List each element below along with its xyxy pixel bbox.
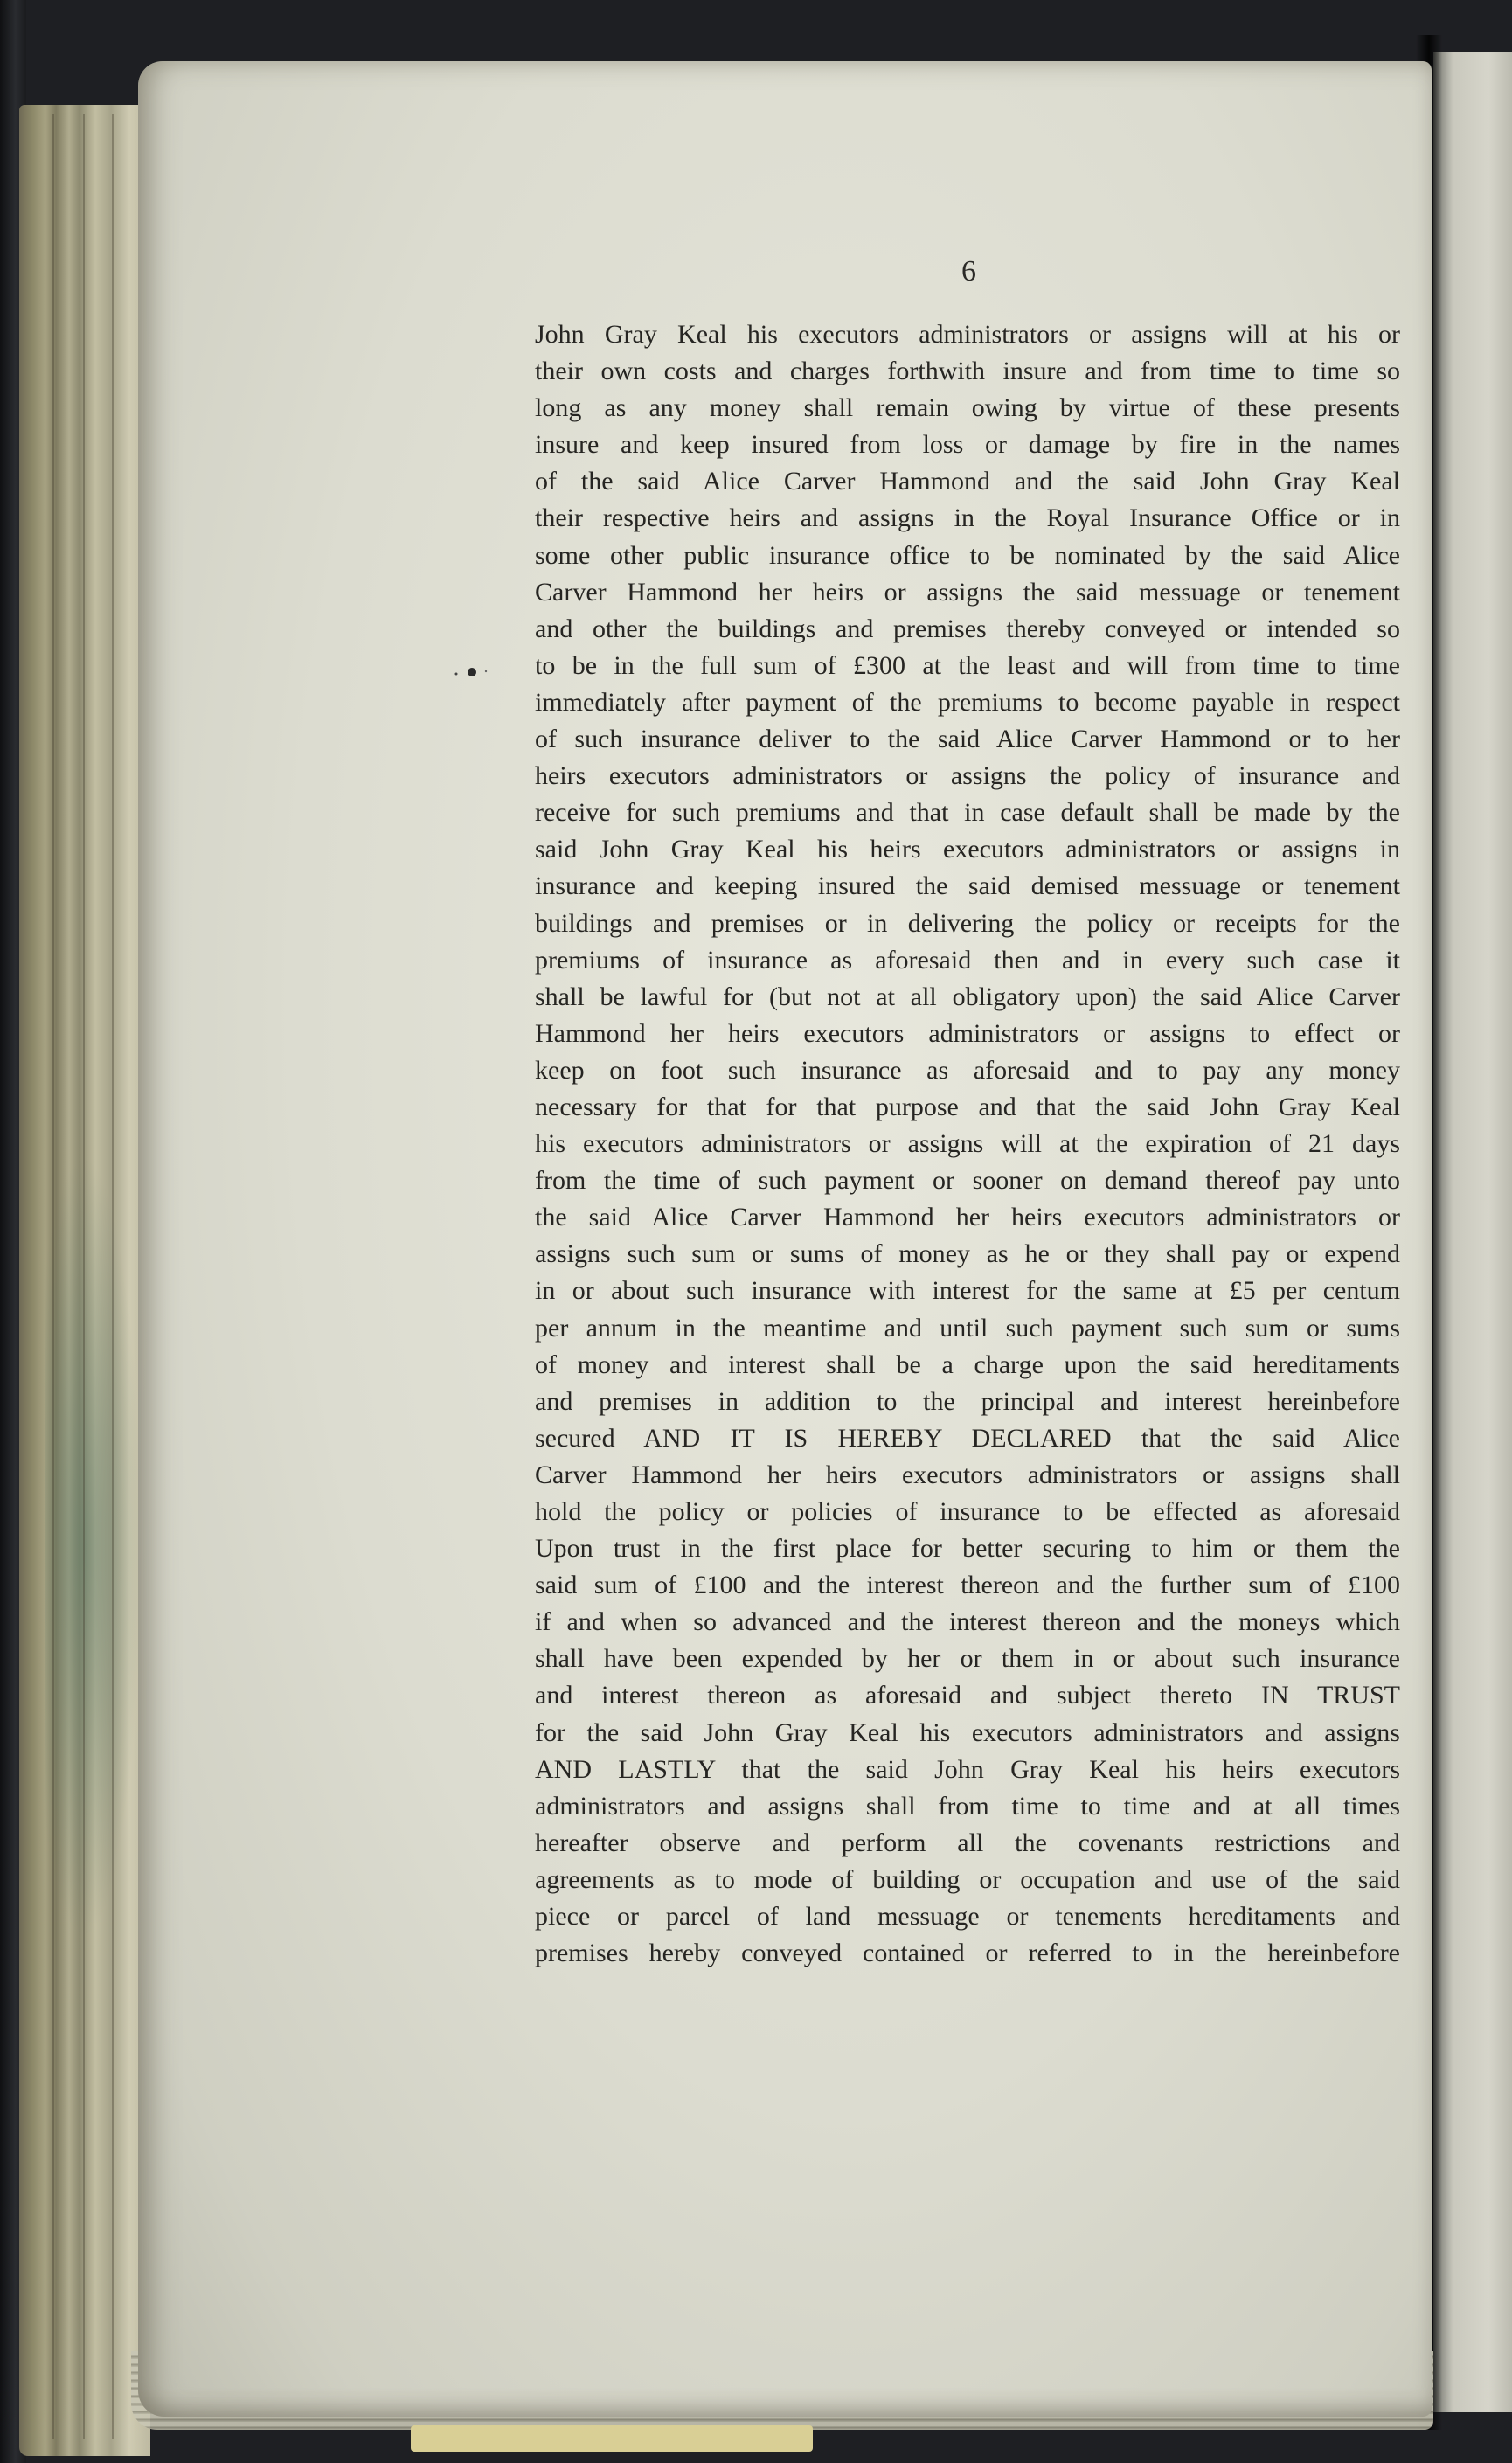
ink-mark [447,664,491,680]
text-line: shall have been expended by her or them in or about such insurance [535,1644,1400,1674]
text-line: some other public insurance office to be nominated by the said Alice [535,540,1400,570]
text-line: keep on foot such insurance as aforesaid and to pay any money [535,1055,1400,1085]
text-line: if and when so advanced and the interest thereon and the moneys which [535,1607,1400,1637]
text-line: long as any money shall remain owing by virtue of these presents [535,393,1400,423]
text-line: premiums of insurance as aforesaid then and in every such case it [535,945,1400,975]
document-text [535,316,1400,1972]
text-line: administrators and assigns shall from time to time and at all times [535,1791,1400,1821]
text-line: to be in the full sum of £300 at the least and will from time to time [535,650,1400,680]
text-line: premises hereby conveyed contained or referred to in the hereinbefore [535,1939,1400,1968]
text-line: assigns such sum or sums of money as he or they shall pay or expend [535,1239,1400,1269]
text-line: necessary for that for that purpose and that the said John Gray Keal [535,1092,1400,1121]
text-line: agreements as to mode of building or occupation and use of the said [535,1864,1400,1894]
text-line: per annum in the meantime and until such payment such sum or sums [535,1313,1400,1343]
text-line: John Gray Keal his executors administrators or assigns will at his or [535,320,1400,349]
paper-tab [411,2425,813,2452]
text-line: in or about such insurance with interest for the same at £5 per centum [535,1276,1400,1306]
text-line: hereafter observe and perform all the covenants restrictions and [535,1828,1400,1857]
text-line: Carver Hammond her heirs or assigns the said messuage or tenement [535,577,1400,607]
text-line: immediately after payment of the premiums to become payable in respect [535,687,1400,717]
text-line: hold the policy or policies of insurance to be effected as aforesaid [535,1497,1400,1526]
text-line: the said Alice Carver Hammond her heirs executors administrators or [535,1203,1400,1232]
text-line: their own costs and charges forthwith insure and from time to time so [535,357,1400,386]
text-line: and other the buildings and premises thereby conveyed or intended so [535,614,1400,643]
text-line: AND LASTLY that the said John Gray Keal his heirs executors [535,1754,1400,1784]
text-line: Upon trust in the first place for better securing to him or them the [535,1534,1400,1564]
text-line: piece or parcel of land messuage or tenements hereditaments and [535,1902,1400,1932]
stain [45,1154,142,1940]
text-line: secured AND IT IS HEREBY DECLARED that the said Alice [535,1423,1400,1453]
page-edge-line [112,114,114,2439]
text-line: of such insurance deliver to the said Alice Carver Hammond or to her [535,725,1400,754]
page-stack-edges [19,105,150,2456]
text-line: his executors administrators or assigns will at the expiration of 21 days [535,1129,1400,1159]
text-line: from the time of such payment or sooner on demand thereof pay unto [535,1166,1400,1196]
text-line: said sum of £100 and the interest thereon and the further sum of £100 [535,1571,1400,1600]
text-line: and premises in addition to the principal and interest hereinbefore [535,1386,1400,1416]
text-line: and interest thereon as aforesaid and subject thereto IN TRUST [535,1681,1400,1710]
text-line: heirs executors administrators or assigns the policy of insurance and [535,761,1400,791]
text-line: for the said John Gray Keal his executors administrators and assigns [535,1717,1400,1747]
facing-page-edge [1433,52,1512,2412]
text-line: Hammond her heirs executors administrators or assigns to effect or [535,1018,1400,1048]
page-number: 6 [961,255,976,288]
text-line: insurance and keeping insured the said demised messuage or tenement [535,871,1400,901]
text-line: their respective heirs and assigns in the Royal Insurance Office or in [535,503,1400,533]
text-line: insure and keep insured from loss or damage by fire in the names [535,430,1400,460]
text-line: buildings and premises or in delivering the policy or receipts for the [535,908,1400,938]
text-line: Carver Hammond her heirs executors administrators or assigns shall [535,1460,1400,1489]
text-line: said John Gray Keal his heirs executors administrators or assigns in [535,835,1400,864]
text-line: of the said Alice Carver Hammond and the said John Gray Keal [535,467,1400,496]
page-edge-line [52,114,54,2439]
text-line: shall be lawful for (but not at all obligatory upon) the said Alice Carver [535,982,1400,1011]
text-line: of money and interest shall be a charge upon the said hereditaments [535,1349,1400,1379]
text-line: receive for such premiums and that in case default shall be made by the [535,798,1400,828]
page-edge-line [83,114,85,2439]
